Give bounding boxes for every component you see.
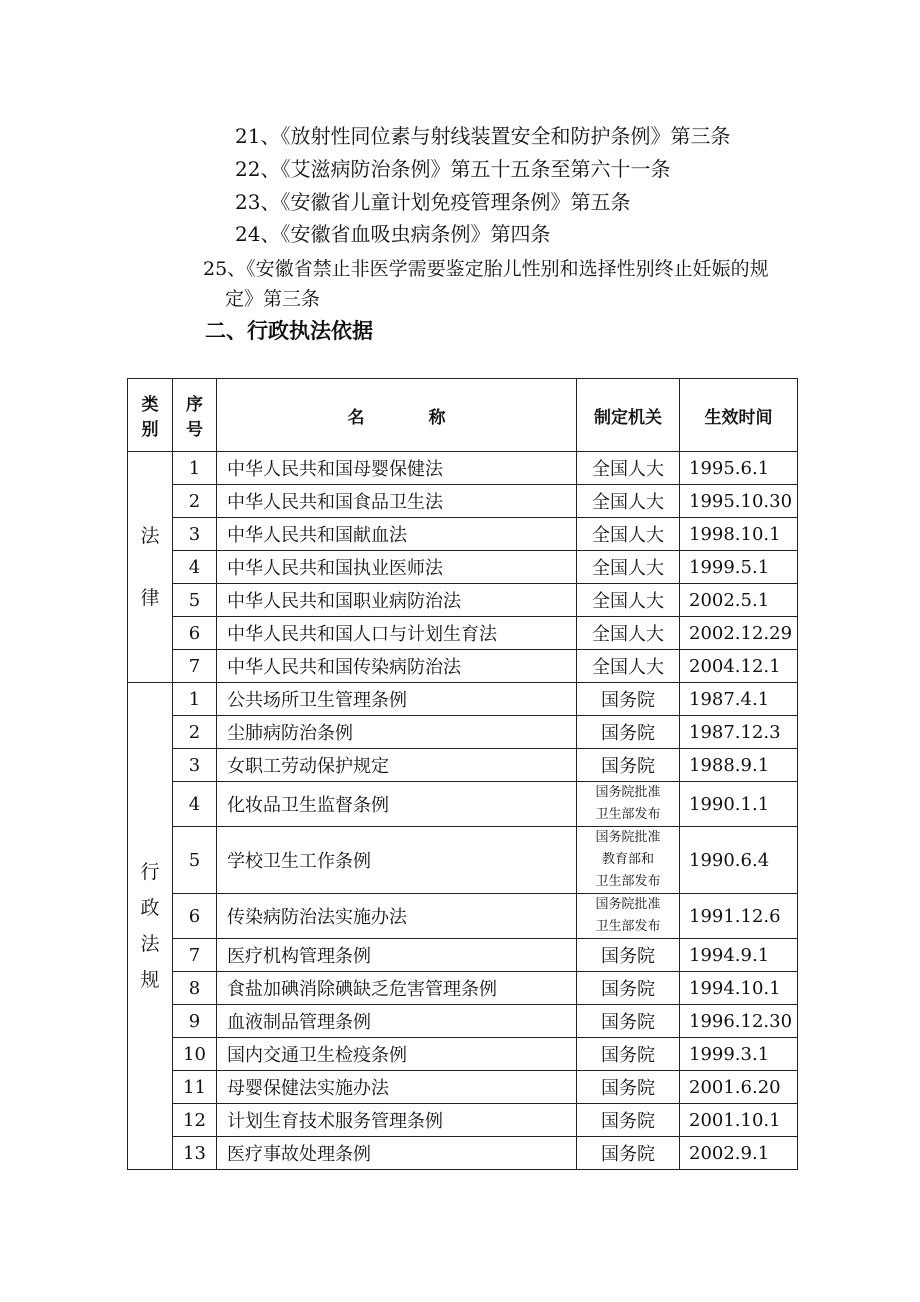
row-date: 1987.12.3 <box>680 716 798 749</box>
table-row <box>128 894 798 939</box>
table-header-row <box>128 379 798 452</box>
row-number: 7 <box>173 939 217 972</box>
row-name: 传染病防治法实施办法 <box>217 894 577 939</box>
row-org: 国务院 <box>577 716 680 749</box>
table-row <box>128 827 798 894</box>
row-date: 1999.3.1 <box>680 1038 798 1071</box>
section-heading: 二、行政执法依据 <box>205 319 373 343</box>
category-law: 法 律 <box>128 452 173 683</box>
row-org: 全国人大 <box>577 650 680 683</box>
row-number: 3 <box>173 749 217 782</box>
row-date: 1994.10.1 <box>680 972 798 1005</box>
row-date: 2001.10.1 <box>680 1104 798 1137</box>
row-date: 2002.5.1 <box>680 584 798 617</box>
category-regulation: 行 政 法 规 <box>128 683 173 1170</box>
row-number: 2 <box>173 485 217 518</box>
row-number: 2 <box>173 716 217 749</box>
row-org: 国务院 <box>577 972 680 1005</box>
row-number: 11 <box>173 1071 217 1104</box>
table-row <box>128 1038 798 1071</box>
row-org: 国务院 <box>577 683 680 716</box>
row-org: 全国人大 <box>577 452 680 485</box>
row-date: 2001.6.20 <box>680 1071 798 1104</box>
table-row <box>128 1071 798 1104</box>
row-org: 全国人大 <box>577 617 680 650</box>
row-date: 1995.10.30 <box>680 485 798 518</box>
table-row <box>128 1005 798 1038</box>
row-name: 公共场所卫生管理条例 <box>217 683 577 716</box>
row-date: 1995.6.1 <box>680 452 798 485</box>
row-name: 化妆品卫生监督条例 <box>217 782 577 827</box>
row-name: 中华人民共和国职业病防治法 <box>217 584 577 617</box>
header-date: 生效时间 <box>680 379 798 452</box>
row-org: 全国人大 <box>577 518 680 551</box>
table-row <box>128 485 798 518</box>
row-name: 中华人民共和国人口与计划生育法 <box>217 617 577 650</box>
list-item-22: 22、《艾滋病防治条例》第五十五条至第六十一条 <box>235 157 671 181</box>
row-org: 全国人大 <box>577 584 680 617</box>
list-item-25-continued: 定》第三条 <box>225 288 321 310</box>
row-date: 1988.9.1 <box>680 749 798 782</box>
header-org: 制定机关 <box>577 379 680 452</box>
list-item-24: 24、《安徽省血吸虫病条例》第四条 <box>235 222 551 246</box>
row-org: 国务院批准 卫生部发布 <box>577 894 680 939</box>
table-row <box>128 782 798 827</box>
row-date: 1994.9.1 <box>680 939 798 972</box>
row-number: 5 <box>173 584 217 617</box>
table-row <box>128 683 798 716</box>
row-date: 1996.12.30 <box>680 1005 798 1038</box>
row-number: 12 <box>173 1104 217 1137</box>
row-org: 国务院 <box>577 1137 680 1170</box>
header-category: 类 别 <box>128 379 173 452</box>
row-number: 9 <box>173 1005 217 1038</box>
table-row <box>128 1104 798 1137</box>
row-name: 食盐加碘消除碘缺乏危害管理条例 <box>217 972 577 1005</box>
row-number: 4 <box>173 782 217 827</box>
row-date: 1999.5.1 <box>680 551 798 584</box>
table-row <box>128 452 798 485</box>
row-number: 1 <box>173 452 217 485</box>
row-org: 国务院批准 教育部和 卫生部发布 <box>577 827 680 894</box>
row-name: 中华人民共和国执业医师法 <box>217 551 577 584</box>
row-date: 1987.4.1 <box>680 683 798 716</box>
row-org: 国务院 <box>577 1005 680 1038</box>
row-name: 学校卫生工作条例 <box>217 827 577 894</box>
row-name: 中华人民共和国食品卫生法 <box>217 485 577 518</box>
row-number: 1 <box>173 683 217 716</box>
row-number: 4 <box>173 551 217 584</box>
row-name: 国内交通卫生检疫条例 <box>217 1038 577 1071</box>
row-org: 国务院 <box>577 749 680 782</box>
row-number: 5 <box>173 827 217 894</box>
header-name: 名 称 <box>217 379 577 452</box>
table-row <box>128 551 798 584</box>
table-row <box>128 972 798 1005</box>
row-org: 国务院 <box>577 1038 680 1071</box>
table-row <box>128 584 798 617</box>
row-name: 计划生育技术服务管理条例 <box>217 1104 577 1137</box>
row-date: 1991.12.6 <box>680 894 798 939</box>
row-org: 国务院 <box>577 1071 680 1104</box>
table-row <box>128 650 798 683</box>
row-number: 6 <box>173 894 217 939</box>
row-date: 1990.6.4 <box>680 827 798 894</box>
table-row <box>128 1137 798 1170</box>
row-name: 中华人民共和国献血法 <box>217 518 577 551</box>
list-item-23: 23、《安徽省儿童计划免疫管理条例》第五条 <box>235 190 631 214</box>
row-number: 6 <box>173 617 217 650</box>
row-date: 2002.12.29 <box>680 617 798 650</box>
row-number: 13 <box>173 1137 217 1170</box>
row-date: 1998.10.1 <box>680 518 798 551</box>
list-item-21: 21、《放射性同位素与射线装置安全和防护条例》第三条 <box>235 124 731 148</box>
row-date: 2004.12.1 <box>680 650 798 683</box>
row-org: 国务院批准 卫生部发布 <box>577 782 680 827</box>
row-name: 中华人民共和国母婴保健法 <box>217 452 577 485</box>
list-item-25: 25、《安徽省禁止非医学需要鉴定胎儿性别和选择性别终止妊娠的规 <box>203 258 769 280</box>
row-name: 中华人民共和国传染病防治法 <box>217 650 577 683</box>
row-org: 全国人大 <box>577 551 680 584</box>
table-row <box>128 518 798 551</box>
table-row <box>128 939 798 972</box>
row-name: 女职工劳动保护规定 <box>217 749 577 782</box>
row-name: 血液制品管理条例 <box>217 1005 577 1038</box>
row-number: 8 <box>173 972 217 1005</box>
row-number: 3 <box>173 518 217 551</box>
row-name: 医疗事故处理条例 <box>217 1137 577 1170</box>
row-number: 10 <box>173 1038 217 1071</box>
row-date: 1990.1.1 <box>680 782 798 827</box>
row-name: 尘肺病防治条例 <box>217 716 577 749</box>
row-number: 7 <box>173 650 217 683</box>
table-row <box>128 617 798 650</box>
row-name: 医疗机构管理条例 <box>217 939 577 972</box>
table-row <box>128 716 798 749</box>
row-name: 母婴保健法实施办法 <box>217 1071 577 1104</box>
enforcement-basis-table <box>127 378 798 1170</box>
row-org: 全国人大 <box>577 485 680 518</box>
table-row <box>128 749 798 782</box>
row-date: 2002.9.1 <box>680 1137 798 1170</box>
row-org: 国务院 <box>577 939 680 972</box>
header-seq: 序 号 <box>173 379 217 452</box>
row-org: 国务院 <box>577 1104 680 1137</box>
